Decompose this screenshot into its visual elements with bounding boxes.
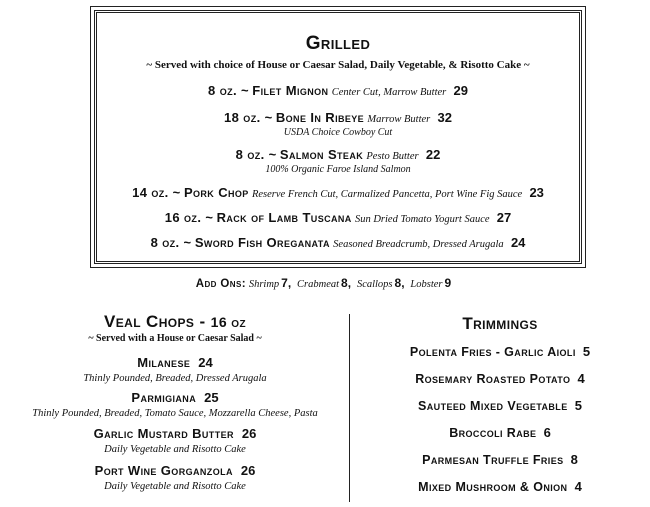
trimming-item [350,371,650,387]
trimmings-section [350,314,650,334]
add-on-price: 9 [444,276,452,290]
grilled-item [97,185,579,201]
grilled-item [97,147,579,175]
item-name: Garlic Mustard Butter [93,426,234,441]
add-on-price: 8, [394,276,405,290]
item-name: Salmon Steak [279,147,364,162]
item-name: Sword Fish Oreganata [194,235,330,250]
add-on-name: Lobster [410,279,443,290]
grilled-item [97,235,579,251]
item-price: 4 [574,479,582,494]
add-on-name: Crabmeat [297,279,340,290]
trimming-item [350,452,650,468]
grilled-section [94,10,582,264]
item-desc: Sun Dried Tomato Yogurt Sauce [354,214,490,225]
item-name: Pork Chop [183,185,249,200]
item-size: 14 oz. ~ [132,185,181,200]
veal-item [0,462,350,492]
add-on-price: 7, [281,276,292,290]
item-size: 8 oz. ~ [235,147,277,162]
grilled-item [97,110,579,138]
item-desc: Center Cut, Marrow Butter [331,87,447,98]
item-name: Mixed Mushroom & Onion [418,480,568,494]
add-on-price: 8, [341,276,352,290]
grilled-subtitle: ~ Served with choice of House or Caesar Salad, Daily Vegetable, & Risotto Cake ~ [146,59,530,71]
item-price: 8 [570,452,578,467]
item-size: 8 oz. ~ [150,235,192,250]
item-name: Parmesan Truffle Fries [422,453,564,467]
item-desc: Thinly Pounded, Breaded, Dressed Arugala [83,373,267,384]
veal-title [0,312,350,332]
add-ons-label: Add Ons: [195,278,246,290]
item-desc: Daily Vegetable and Risotto Cake [104,444,246,455]
grilled-item [97,210,579,226]
trimming-item [350,425,650,441]
item-desc: Daily Vegetable and Risotto Cake [104,481,246,492]
item-name: Port Wine Gorganzola [94,463,233,478]
veal-item [0,389,350,419]
item-name: Bone In Ribeye [275,110,365,125]
item-name: Parmigiana [131,390,197,405]
item-price: 4 [577,371,585,386]
item-price: 5 [582,344,591,359]
veal-chops-section [0,312,350,344]
item-price: 23 [529,185,544,200]
item-desc: Seasoned Breadcrumb, Dressed Arugala [333,239,504,250]
item-size: 16 oz. ~ [164,210,214,225]
item-price: 24 [510,235,526,250]
trimming-item [350,344,650,360]
item-name: Rosemary Roasted Potato [415,372,571,386]
item-price: 25 [204,390,219,405]
item-price: 27 [496,210,512,225]
veal-item [0,354,350,384]
item-size: 18 oz. ~ [224,110,273,125]
grilled-title: Grilled [305,33,371,54]
item-name: Polenta Fries - Garlic Aioli [409,345,576,359]
item-price: 26 [241,426,257,441]
item-note: 100% Organic Faroe Island Salmon [265,164,411,175]
item-price: 5 [574,398,582,413]
item-size: 8 oz. ~ [208,83,250,98]
item-name: Broccoli Rabe [449,426,537,440]
grilled-item [97,83,579,99]
item-desc: Marrow Butter [367,114,431,125]
item-name: Milanese [137,355,191,370]
add-on-name: Scallops [356,279,393,290]
item-price: 6 [543,425,551,440]
veal-title-text: Veal Chops - [103,312,206,331]
item-desc: Pesto Butter [366,151,419,162]
item-name: Sauteed Mixed Vegetable [418,399,568,413]
trimmings-title: Trimmings [462,314,538,333]
item-price: 26 [240,463,256,478]
trimming-item [350,479,650,495]
trimming-item [350,398,650,414]
item-price: 22 [425,147,441,162]
item-desc: Reserve French Cut, Carmalized Pancetta, Port Wine Fig Sauce [251,189,523,200]
item-price: 29 [453,83,468,98]
item-price: 24 [198,355,213,370]
veal-item [0,425,350,455]
veal-weight: 16 oz [210,314,246,330]
item-desc: Thinly Pounded, Breaded, Tomato Sauce, Mozzarella Cheese, Pasta [32,408,318,419]
item-price: 32 [437,110,452,125]
veal-subtitle: ~ Served with a House or Caesar Salad ~ [88,333,262,344]
item-note: USDA Choice Cowboy Cut [283,127,393,138]
add-on-name: Shrimp [248,279,280,290]
item-name: Filet Mignon [252,83,329,98]
add-ons [0,276,650,290]
item-name: Rack of Lamb Tuscana [216,210,352,225]
